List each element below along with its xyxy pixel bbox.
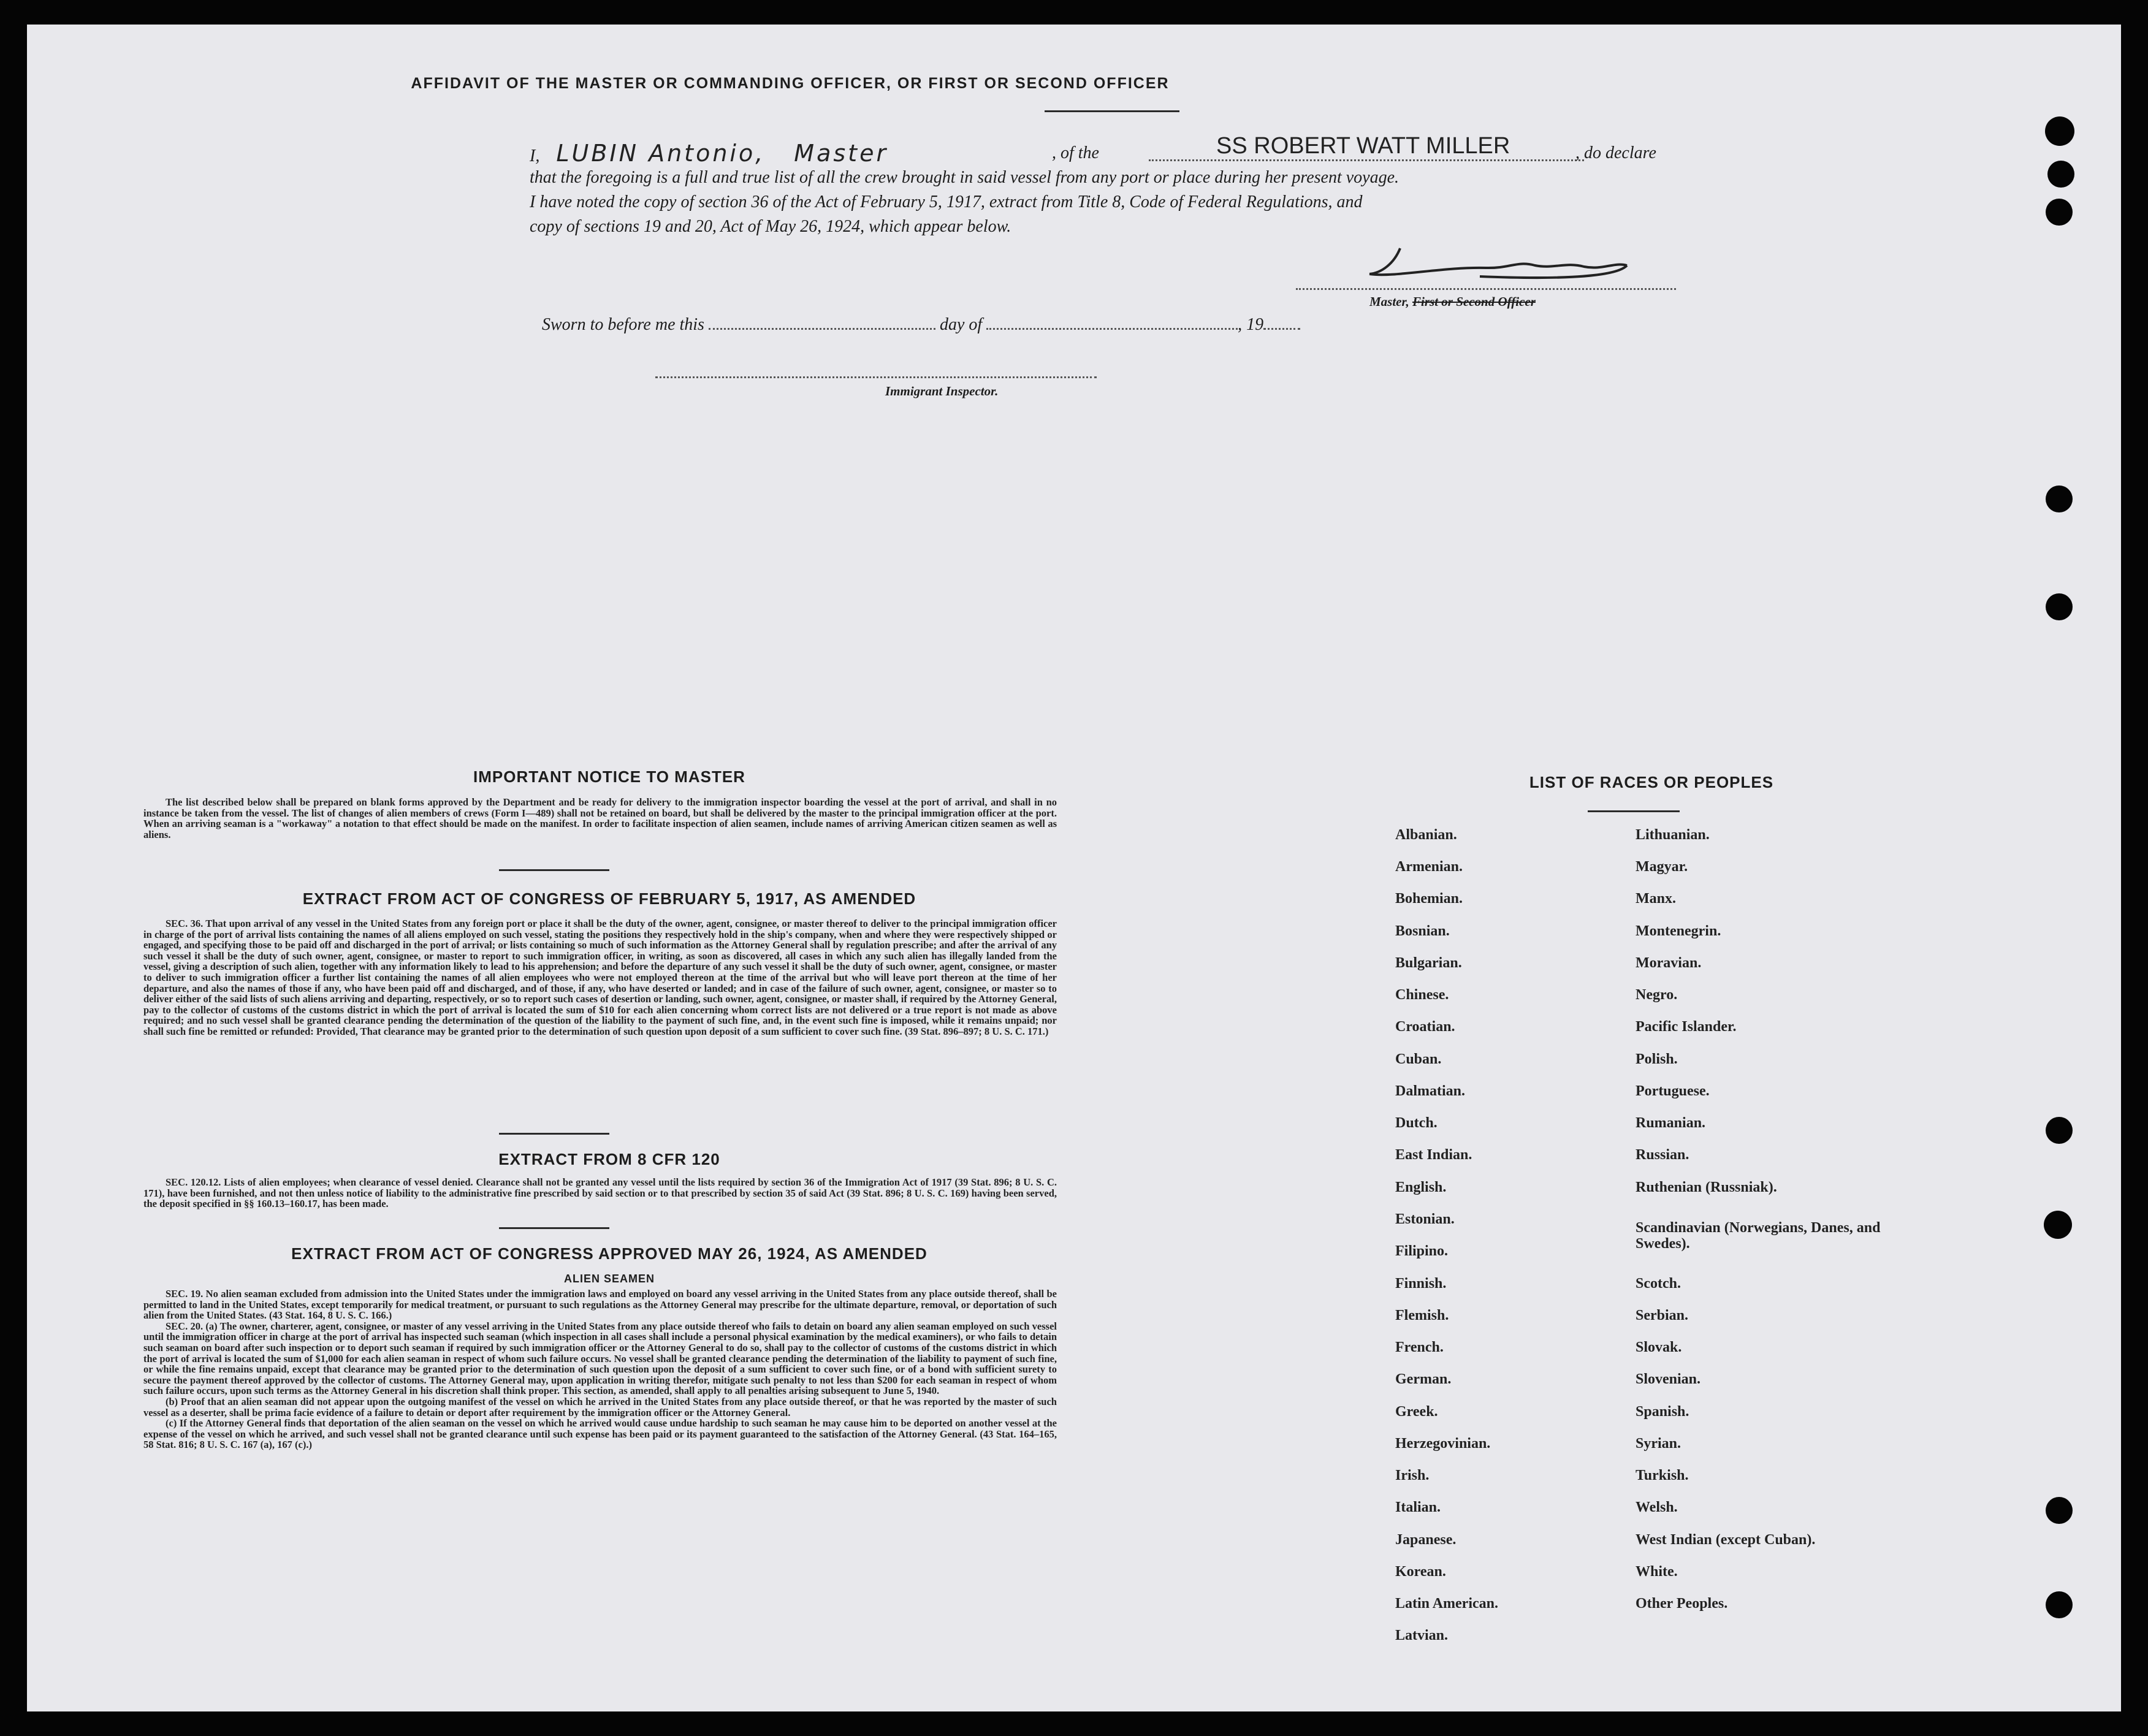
extract-1924-text [143,1289,1057,1450]
race-item: Portuguese. [1636,1083,1710,1099]
vessel-name: SS ROBERT WATT MILLER [1216,133,1510,159]
race-item: Albanian. [1395,827,1457,843]
divider [499,1227,609,1229]
divider [499,1133,609,1135]
sworn-year-field [1263,328,1300,330]
race-item: Syrian. [1636,1436,1681,1452]
extract-1924-heading: EXTRACT FROM ACT OF CONGRESS APPROVED MAY 26, 1924, AS AMENDED [291,1244,927,1263]
race-item: Armenian. [1395,859,1463,875]
race-item: Magyar. [1636,859,1688,875]
race-item: Italian. [1395,1499,1441,1515]
master-signature [1357,230,1645,285]
race-item: Polish. [1636,1051,1678,1067]
races-heading: LIST OF RACES OR PEOPLES [1529,773,1774,791]
i-prefix: I, [530,147,540,166]
alien-seamen-subheading: ALIEN SEAMEN [563,1273,655,1285]
punch-hole [2046,485,2073,512]
race-item: East Indian. [1395,1147,1472,1163]
notice-paragraph: The list described below shall be prepared on blank forms approved by the Department and be ready for delivery to the immigration inspector boarding the vessel at the port of arrival, and shall in no instance be taken from the vessel. The list of changes of alien members of crews (Form I—489) shall not be retained on board, but shall be delivered by the master to the principal immigration officer at the port. When an arriving seaman is a "workaway" a notation to that effect should be made on the manifest. In order to facilitate inspection of alien seamen, include names of arriving American citizen seamen as well as aliens. [143,796,1057,840]
race-item: Russian. [1636,1147,1689,1163]
notice-heading: IMPORTANT NOTICE TO MASTER [473,767,745,786]
punch-hole [2046,1117,2073,1144]
punch-hole [2046,199,2073,226]
race-item: Bulgarian. [1395,955,1462,971]
race-item: French. [1395,1339,1444,1355]
sworn-year-label: , 19 [1238,315,1264,334]
divider [499,869,609,871]
race-item: Other Peoples. [1636,1596,1728,1612]
sec-20b-paragraph: (b) Proof that an alien seaman did not appear upon the outgoing manifest of the vessel on which he arrived in the United States from any place outside thereof, or that he was reported by the master of such vessel as a deserter, shall be prima facie evidence of a failure to detain or deport after requirement by the immigration officer or the Attorney General. [143,1395,1057,1418]
race-item: Manx. [1636,891,1676,907]
sec-19-paragraph: SEC. 19. No alien seaman excluded from admission into the United States under the immigration laws and employed on board any vessel arriving in the United States from any place outside thereof, shall be permitted to land in the United States, except temporarily for medical treatment, or pursuant to such regulations as the Attorney General may prescribe for the ultimate departure, removal, or deportation of such alien from the United States. (43 Stat. 164, 8 U. S. C. 166.) [143,1288,1057,1322]
race-item: Dutch. [1395,1115,1438,1131]
handwritten-rank: Master [794,140,889,167]
title-divider [1045,110,1179,112]
sec-20c-paragraph: (c) If the Attorney General finds that deportation of the alien seaman on the vessel on which he arrived would cause undue hardship to such seaman he may cause him to be deported on another vessel at the expense of the vessel on which he arrived, and such vessel shall not be granted clearance until such expense has been paid or its payment guaranteed to the satisfaction of the Attorney General. (43 Stat. 164–165, 58 Stat. 816; 8 U. S. C. 167 (a), 167 (c).) [143,1417,1057,1451]
sec-20a-paragraph: SEC. 20. (a) The owner, charterer, agent, consignee, or master of any vessel arriving in the United States from any place outside thereof who fails to detain on board any alien seaman employed on such vessel until the immigration officer in charge at the port of arrival has inspected such seaman (which inspection in all cases shall include a personal physical examination by the medical examiners), or who fails to detain such seaman on board after such inspection or to deport such seaman if required by such immigration officer or the Attorney General to do so, shall pay to the collector of customs of the customs district in which the port of arrival is located the sum of $1,000 for each alien seaman in respect of whom such failure occurs. No vessel shall be granted clearance pending the determination of the liability to payment of such fine, or while the fine remains unpaid, except that clearance may be granted prior to the determination of such question upon the deposit of a sum sufficient to cover such fine, or of a bond with sufficient surety to secure the payment thereof approved by the collector of customs. The Attorney General may, upon application in writing therefor, mitigate such penalty to not less than $200 for each seaman in respect of whom such failure occurs, upon such terms as the Attorney General in his discretion shall think proper. This section, as amended, shall apply to all penalties arising subsequent to June 5, 1940. [143,1320,1057,1397]
race-item: Croatian. [1395,1019,1455,1035]
declaration-block [530,133,1656,239]
race-item: Bosnian. [1395,923,1450,939]
race-item: Latin American. [1395,1596,1498,1612]
inspector-caption: Immigrant Inspector. [885,384,999,398]
race-item: Filipino. [1395,1243,1449,1259]
race-item: Scandinavian (Norwegians, Danes, and Swedes). [1636,1220,1881,1252]
sworn-month-field [986,328,1238,330]
race-item: Flemish. [1395,1308,1449,1323]
races-divider [1588,810,1680,812]
sworn-prefix: Sworn to before me this [542,315,704,334]
punch-hole [2044,1211,2072,1239]
extract-1917-paragraph: SEC. 36. That upon arrival of any vessel in the United States from any foreign port or place it shall be the duty of the owner, agent, consignee, or master thereof to deliver to the principal immigration officer in charge of the port of arrival lists containing the names of all aliens employed on such vessel, stating the positions they respectively hold in the ship's company, when and where they were respectively shipped or engaged, and specifying those to be paid off and discharged in the port of arrival; or lists containing so much of such information as the Attorney General shall by regulation prescribe; and after the arrival of any such vessel it shall be the duty of such owner, agent, consignee, or master to report to such immigration officer, in writing, as soon as discovered, all cases in which any such alien has illegally landed from the vessel, giving a description of such alien, together with any information likely to lead to his apprehension; and before the departure of any such vessel it shall be the duty of such owner, agent, consignee, or master to deliver to such immigration officer a further list containing the names of all alien employees who were not employed thereon at the time of the arrival but who will leave port thereon at the time of her departure, and also the names of those if any, who have been paid off and discharged, and of those, if any, who have deserted or landed; and in case of the failure of such owner, agent, consignee, or master so to deliver either of the said lists of such aliens arriving and departing, respectively, or so to report such cases of desertion or landing, such owner, agent, consignee, or master shall, if required by the Attorney General, pay to the collector of customs of the customs district in which the port of arrival is located the sum of $10 for each alien concerning whom correct lists are not delivered or a true report is not made as above required; and no such vessel shall be granted clearance pending the determination of the question of the liability to the payment of such fine, and, in the event such fine is imposed, while it remains unpaid; nor shall such fine be remitted or refunded: Provided, That clearance may be granted prior to the determination of such question upon deposit of a sum sufficient to cover such fine. (39 Stat. 896–897; 8 U. S. C. 171.) [143,918,1057,1037]
affidavit-title: AFFIDAVIT OF THE MASTER OR COMMANDING OFFICER, OR FIRST OR SECOND OFFICER [411,75,1170,92]
punch-hole [2045,116,2074,146]
race-item: Negro. [1636,987,1678,1003]
sworn-line [542,315,1300,335]
punch-hole [2046,1497,2073,1524]
race-item: German. [1395,1371,1452,1387]
sworn-day-label: day of [939,315,983,334]
punch-hole [2046,1591,2073,1618]
race-item: Ruthenian (Russniak). [1636,1179,1777,1195]
race-item: Slovenian. [1636,1371,1701,1387]
race-item: Finnish. [1395,1276,1447,1292]
extract-cfr-heading: EXTRACT FROM 8 CFR 120 [498,1150,720,1168]
race-item: Japanese. [1395,1532,1457,1548]
race-item: Rumanian. [1636,1115,1706,1131]
caption-master: Master, [1369,294,1409,309]
race-item: Herzegovinian. [1395,1436,1491,1452]
extract-1917-text [143,918,1057,1037]
race-item: Cuban. [1395,1051,1442,1067]
punch-hole [2047,161,2074,188]
race-item: English. [1395,1179,1447,1195]
extract-cfr-text [143,1177,1057,1209]
race-item: Bohemian. [1395,891,1463,907]
race-item: Pacific Islander. [1636,1019,1737,1035]
race-item: Spanish. [1636,1404,1689,1420]
race-item: White. [1636,1564,1678,1580]
race-item: Montenegrin. [1636,923,1721,939]
sworn-date-field [709,328,935,330]
race-item: West Indian (except Cuban). [1636,1532,1816,1548]
of-the-label: , of the [1052,143,1099,162]
caption-struck-officer: First or Second Officer [1412,294,1536,309]
do-declare-label: , do declare [1575,143,1656,162]
form-page [27,25,2121,1711]
race-item: Slovak. [1636,1339,1682,1355]
extract-1917-heading: EXTRACT FROM ACT OF CONGRESS OF FEBRUARY 5, 1917, AS AMENDED [302,889,916,908]
race-item: Korean. [1395,1564,1446,1580]
race-item: Chinese. [1395,987,1449,1003]
declaration-line-3: I have noted the copy of section 36 of the Act of February 5, 1917, extract from Title 8, Code of Federal Regulations, and [530,192,1363,211]
declaration-line-1 [530,133,1656,167]
race-item: Serbian. [1636,1308,1689,1323]
declaration-line-2: that the foregoing is a full and true list of all the crew brought in said vessel from any port or place during her present voyage. [530,168,1400,187]
punch-hole [2046,593,2073,620]
race-item: Moravian. [1636,955,1702,971]
vessel-field [1149,159,1584,161]
race-item: Lithuanian. [1636,827,1710,843]
race-item: Welsh. [1636,1499,1678,1515]
extract-cfr-paragraph: SEC. 120.12. Lists of alien employees; when clearance of vessel denied. Clearance shall not be granted any vessel until the lists required by section 36 of the Immigration Act of 1917 (39 Stat. 896; 8 U. S. C. 171), have been furnished, and not then unless notice of liability to the administrative fine prescribed by said section or to that prescribed by section 35 of said Act (39 Stat. 896; 8 U. S. C. 169) having been served, the deposit specified in §§ 160.13–160.17, has been made. [143,1176,1057,1210]
signature-caption [1369,294,1536,310]
race-item: Latvian. [1395,1628,1449,1643]
notice-text [143,797,1057,840]
inspector-signature-line [655,376,1097,378]
race-item: Irish. [1395,1468,1430,1483]
race-item: Greek. [1395,1404,1438,1420]
race-item: Scotch. [1636,1276,1681,1292]
race-item: Estonian. [1395,1211,1455,1227]
handwritten-name: LUBIN Antonio, [556,140,766,167]
signature-line [1296,288,1676,290]
declaration-line-4: copy of sections 19 and 20, Act of May 26, 1924, which appear below. [530,217,1011,236]
race-item: Dalmatian. [1395,1083,1465,1099]
race-item: Turkish. [1636,1468,1689,1483]
